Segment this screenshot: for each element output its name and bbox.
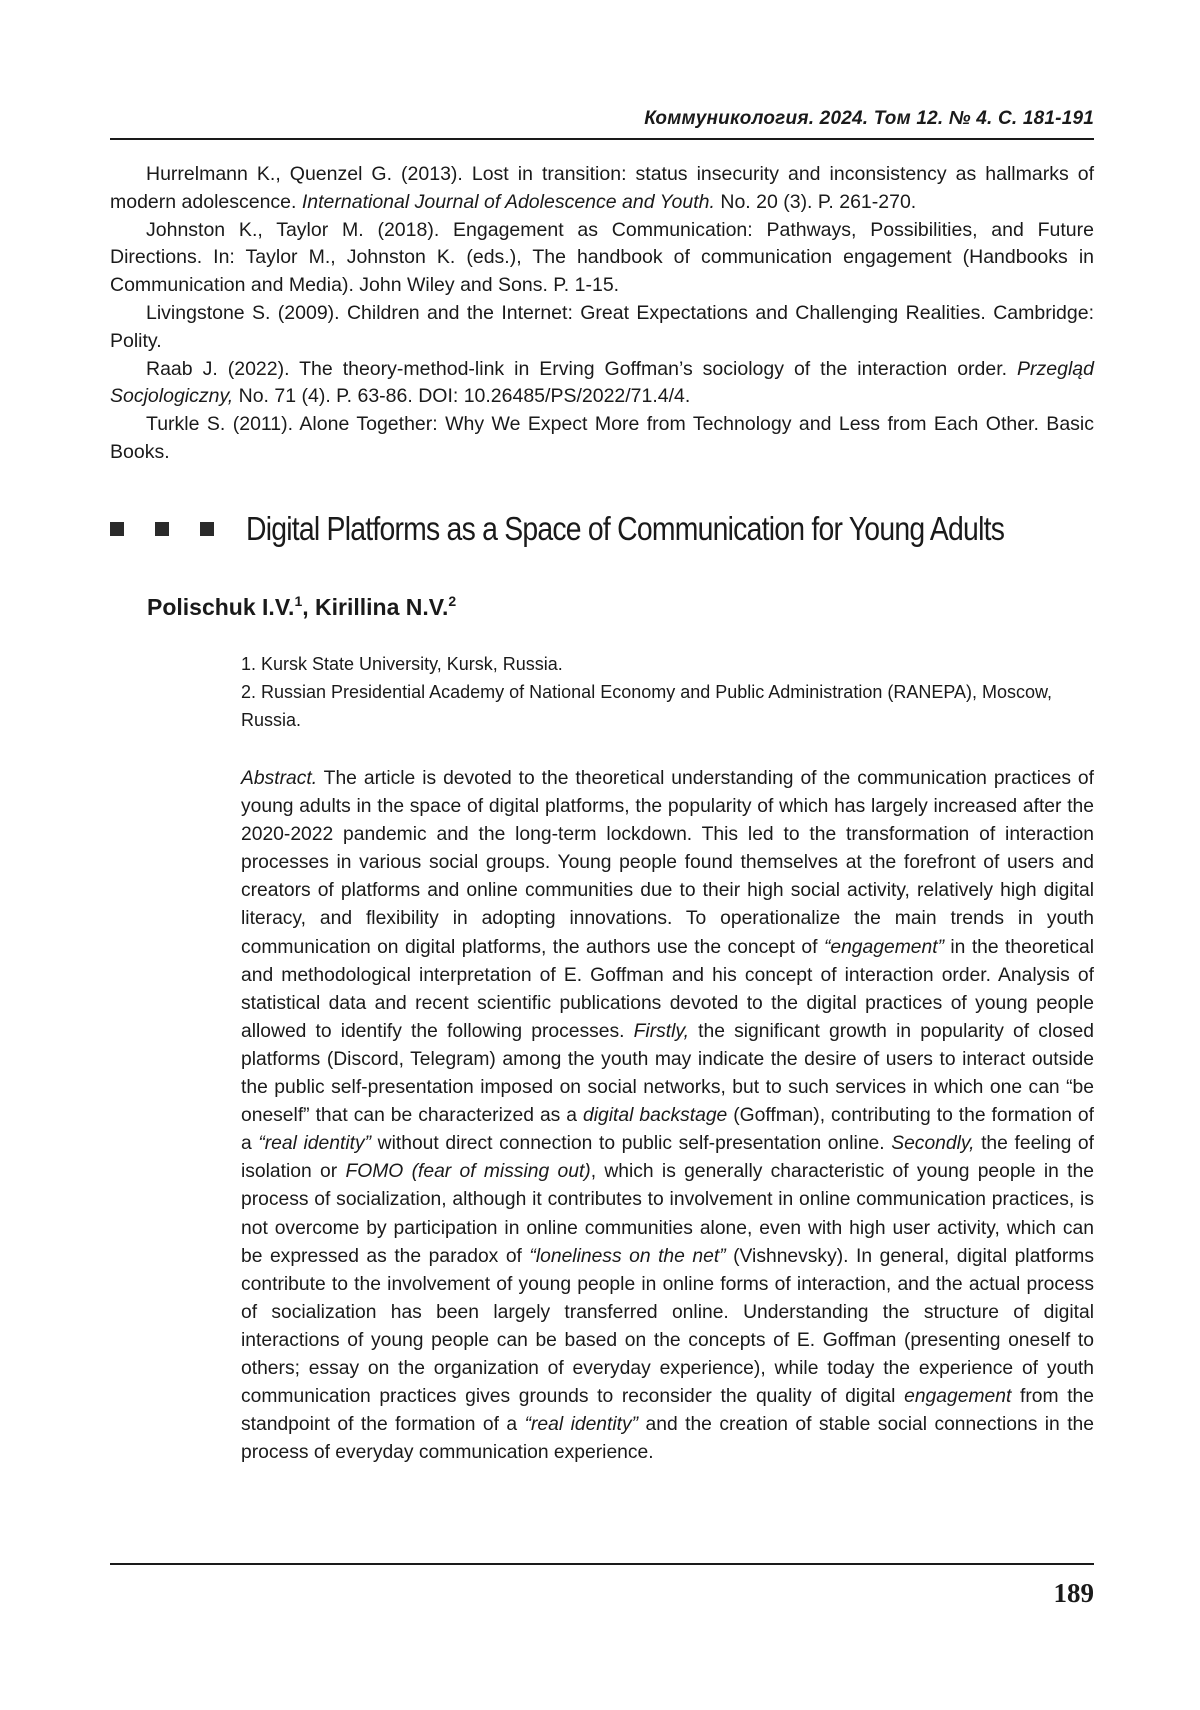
reference-details: No. 71 (4). P. 63-86. DOI: 10.26485/PS/2022/71.4/4. xyxy=(233,385,691,408)
reference-item xyxy=(110,356,1094,412)
abstract-text: (Vishnevsky). In general, digital platforms contribute to the involvement of young people in online forms of interaction, and the actual process of socialization has been largely transferred online. Understanding the structure of digital interactions of young people can be based on the concepts of E. Goffman (presenting oneself to others; essay on the organization of everyday experience), while today the experience of youth communication practices gives grounds to reconsider the quality of digital xyxy=(241,1245,1094,1408)
abstract-text: the significant growth in popularity of closed platforms (Discord, Telegram) among the youth may indicate the desire of users to interact outside the public self-presentation imposed on social networks, but to such services in which one can “be oneself” that can be characterized as a xyxy=(241,1020,1095,1127)
reference-text: Hurrelmann K., Quenzel G. (2013). Lost in transition: status insecurity and inconsistency as hallmarks of modern adolescence. xyxy=(110,163,1094,213)
running-header: Коммуникология. 2024. Том 12. № 4. С. 181-191 xyxy=(644,108,1094,129)
reference-item xyxy=(110,161,1094,217)
reference-text: Raab J. (2022). The theory-method-link in Erving Goffman’s sociology of the interaction order. xyxy=(146,357,1018,380)
author-name: Kirillina N.V. xyxy=(315,594,449,620)
reference-item xyxy=(110,300,1094,356)
abstract-emphasis: Firstly, xyxy=(633,1020,689,1042)
page-number: 189 xyxy=(1053,1578,1094,1608)
section-bullets xyxy=(110,522,214,536)
abstract-emphasis: FOMO (fear of missing out) xyxy=(345,1161,591,1183)
reference-source: Przegląd Socjologiczny, xyxy=(110,357,1094,408)
header-rule xyxy=(110,138,1094,140)
article-title: Digital Platforms as a Space of Communication for Young Adults xyxy=(246,510,1005,547)
reference-text: Johnston K., Taylor M. (2018). Engagement as Communication: Pathways, Possibilities, and Future Directions. In: Taylor M., Johnston K. (eds.), The handbook of communication engagement (Handbooks in Communication and Media). John Wiley and Sons. P. 1-15. xyxy=(110,218,1094,297)
abstract-text: , which is generally characteristic of young people in the process of socialization, although it contributes to involvement in online communication practices, is not overcome by participation in online communities alone, even with high user activity, which can be expressed as the paradox of xyxy=(241,1161,1094,1267)
reference-details: No. 20 (3). P. 261-270. xyxy=(714,190,917,213)
abstract-emphasis: “real identity” xyxy=(524,1414,639,1436)
abstract-paragraph xyxy=(241,765,1094,1467)
abstract-text: the feeling of isolation or xyxy=(241,1133,1094,1183)
affiliation-marker: 1 xyxy=(294,593,303,609)
abstract-label: Abstract. xyxy=(241,768,318,789)
reference-text: Turkle S. (2011). Alone Together: Why We Expect More from Technology and Less from Each Other. Basic Books. xyxy=(110,413,1094,463)
reference-item xyxy=(110,217,1094,300)
affiliations xyxy=(241,650,1094,734)
author-separator: , xyxy=(302,594,316,620)
section-heading xyxy=(110,506,1094,552)
abstract-emphasis: “real identity” xyxy=(258,1133,372,1155)
reference-item xyxy=(110,411,1094,467)
affiliation-marker: 2 xyxy=(448,593,457,609)
abstract-emphasis: digital backstage xyxy=(583,1105,728,1127)
footer-rule xyxy=(110,1563,1094,1565)
affiliation-item: 1. Kursk State University, Kursk, Russia. xyxy=(241,654,563,674)
reference-source: International Journal of Adolescence and Youth. xyxy=(301,190,715,213)
abstract-emphasis: Secondly, xyxy=(891,1133,975,1155)
abstract-text: in the theoretical and methodological interpretation of E. Goffman and his concept of interaction order. Analysis of statistical data and recent scientific publications devoted to the digital practices of young people allowed to identify the following processes. xyxy=(241,936,1095,1042)
reference-text: Livingstone S. (2009). Children and the Internet: Great Expectations and Challenging Realities. Cambridge: Polity. xyxy=(110,301,1094,352)
square-bullet-icon xyxy=(155,522,169,536)
abstract-emphasis: engagement xyxy=(904,1386,1012,1408)
square-bullet-icon xyxy=(200,522,214,536)
square-bullet-icon xyxy=(110,522,124,536)
abstract-text: (Goffman), contributing to the formation of a xyxy=(241,1105,1094,1155)
author-line xyxy=(147,593,456,621)
abstract-text: from the standpoint of the formation of a xyxy=(241,1386,1094,1436)
author-name: Polischuk I.V. xyxy=(147,594,295,620)
reference-list xyxy=(110,161,1094,467)
abstract xyxy=(241,765,1094,1467)
abstract-text: without direct connection to public self-presentation online. xyxy=(371,1133,892,1155)
affiliation-item: 2. Russian Presidential Academy of National Economy and Public Administration (RANEPA), Moscow, Russia. xyxy=(241,682,1053,730)
abstract-text: The article is devoted to the theoretical understanding of the communication practices of young adults in the space of digital platforms, the popularity of which has largely increased after the 2020-2022 pandemic and the long-term lockdown. This led to the transformation of interaction processes in various social groups. Young people found themselves at the forefront of users and creators of platforms and online communities due to their high social activity, relatively high digital literacy, and flexibility in adopting innovations. To operationalize the main trends in youth communication on digital platforms, the authors use the concept of xyxy=(241,768,1094,958)
abstract-text: and the creation of stable social connections in the process of everyday communication experience. xyxy=(241,1414,1094,1464)
abstract-emphasis: “engagement” xyxy=(823,936,944,958)
abstract-emphasis: “loneliness on the net” xyxy=(529,1245,726,1267)
